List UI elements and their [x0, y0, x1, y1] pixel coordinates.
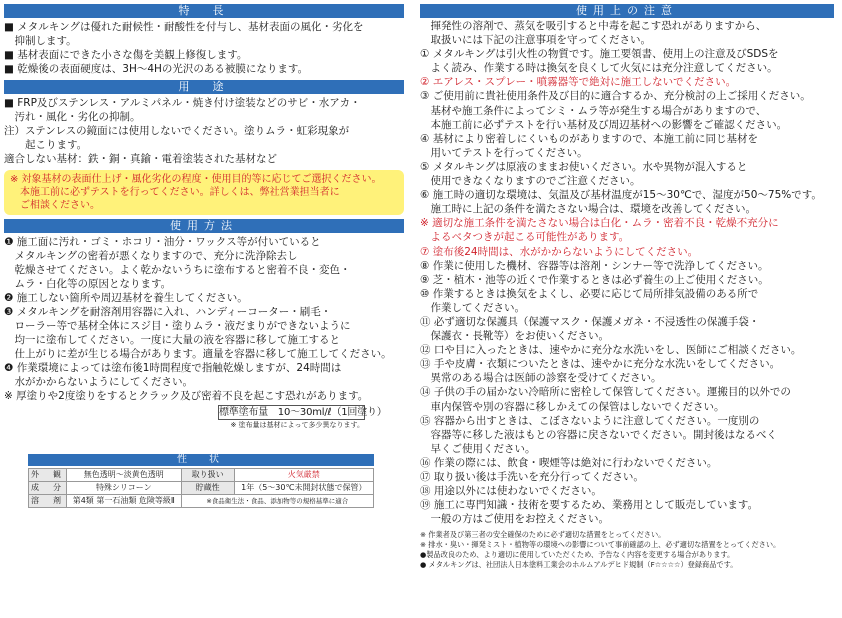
footnotes-section: [420, 530, 834, 570]
precaution-line: ⑤ メタルキングは原液のままお使いください。水や異物が混入すると: [420, 160, 748, 173]
precaution-line: ⑲ 施工に専門知識・技術を要するため、業務用として販売しています。: [420, 499, 759, 512]
use-line: ■ FRP及びステンレス・アルミパネル・焼き付け塗装などのサビ・水アカ・: [4, 97, 361, 109]
precautions-section: [420, 19, 834, 526]
uses-section: [4, 96, 404, 166]
method-line: ローラー等で基材全体にスジ目・塗りムラ・液だまりができないように: [4, 320, 351, 332]
use-line: 適合しない基材：鉄・銅・真鍮・電着塗装された基材など: [4, 153, 277, 165]
precaution-line: ⑮ 容器から出すときは、こぼさないように注意してください。一度別の: [420, 414, 760, 427]
feature-line: 抑制します。: [4, 35, 77, 47]
precautions-header: 使用上の注意: [420, 4, 834, 18]
spec-value: 1年（5〜30℃未開封状態で保管）: [234, 482, 373, 495]
footnote-line: ●製品改良のため、より適切に使用していただくため、予告なく内容を変更する場合があります。: [420, 550, 735, 560]
spec-value: 特殊シリコーン: [67, 482, 182, 495]
precaution-line: ⑯ 作業の際には、飲食・喫煙等は絶対に行わないでください。: [420, 456, 718, 469]
method-line: 均一に塗布してください。一度に大量の液を容器に移して施工すると: [4, 334, 340, 346]
method-line: ムラ・白化等の原因となります。: [4, 278, 172, 290]
precaution-line: ⑬ 手や皮膚・衣類についたときは、速やかに充分な水洗いをしてください。: [420, 358, 781, 371]
notice-line: 本施工前に必ずテストを行ってください。詳しくは、弊社営業担当者に: [10, 187, 340, 198]
table-row: [29, 495, 374, 508]
spec-table: [28, 468, 374, 508]
coverage-note: ※ 塗布量は基材によって多少異なります。: [230, 421, 364, 429]
right-column: [420, 4, 834, 570]
precaution-line: ⑧ 作業に使用した機材、容器等は溶剤・シンナー等で洗浄してください。: [420, 259, 769, 272]
uses-header: 用 途: [4, 80, 404, 94]
precaution-line: ④ 基材により密着しにくいものがありますので、本施工前に同じ基材を: [420, 132, 759, 145]
spec-label: 溶 剤: [29, 495, 67, 508]
spec-label: 取り扱い: [181, 469, 234, 482]
precaution-line: よるベタつきが起こる可能性があります。: [420, 231, 630, 244]
coverage-box: 標準塗布量 10〜30ml/ℓ（1回塗り）: [219, 407, 387, 418]
precaution-line: ⑥ 施工時の適切な環境は、気温及び基材温度が15〜30℃で、湿度が50〜75%です。: [420, 189, 822, 202]
notice-box: [4, 170, 404, 215]
precaution-line: 本施工前に必ずテストを行い基材及び周辺基材への影響をご確認ください。: [420, 118, 788, 131]
feature-line: ■ 乾燥後の表面硬度は、3H〜4Hの光沢のある被膜になります。: [4, 63, 309, 75]
precaution-line: ① メタルキングは引火性の物質です。施工要領書、使用上の注意及びSDSを: [420, 48, 779, 61]
left-column: [4, 4, 404, 508]
precaution-line: ⑫ 口や目に入ったときは、速やかに充分な水洗いをし、医師にご相談ください。: [420, 344, 802, 357]
notice-line: ご相談ください。: [10, 200, 100, 211]
method-line: ❷ 施工しない箇所や周辺基材を養生してください。: [4, 292, 248, 304]
precaution-line: 取扱いには下記の注意事項を守ってください。: [420, 34, 651, 47]
precaution-line: よく読み、作業する時は換気を良くして火気には充分注意してください。: [420, 62, 778, 75]
footnote-line: ● メタルキングは、社団法人日本塗料工業会のホルムアルデヒド規制（F☆☆☆☆）登録商品です。: [420, 560, 738, 570]
precaution-line: 作業してください。: [420, 301, 525, 314]
footnote-line: ※ 排水・臭い・揮発ミスト・植物等の環境への影響について事前確認の上、必ず適切な措置をとってください。: [420, 540, 781, 550]
use-line: 汚れ・風化・劣化の抑制。: [4, 111, 141, 123]
method-line: ❶ 施工面に汚れ・ゴミ・ホコリ・油分・ワックス等が付いていると: [4, 236, 321, 248]
feature-line: ■ メタルキングは優れた耐候性・耐酸性を付与し、基材表面の風化・劣化を: [4, 21, 364, 33]
precaution-line: ⑱ 用途以外には使わないでください。: [420, 485, 602, 498]
precaution-line: ⑰ 取り扱い後は手洗いを充分行ってください。: [420, 471, 644, 483]
method-line: 仕上がりに差が生じる場合があります。適量を容器に移して施工してください。: [4, 348, 392, 360]
precaution-line: 施工時に上記の条件を満たさない場合は、環境を改善してください。: [420, 203, 756, 216]
method-line: 水がかからないようにしてください。: [4, 376, 193, 388]
precaution-line: ⑦ 塗布後24時間は、水がかからないようにしてください。: [420, 245, 699, 258]
notice-line: ※ 対象基材の表面仕上げ・風化劣化の程度・使用目的等に応じてご選択ください。: [10, 174, 382, 185]
method-line: ❸ メタルキングを耐溶剤用容器に入れ、ハンディーコーター・刷毛・: [4, 306, 332, 318]
precaution-line: 基材や施工条件によってシミ・ムラ等が発生する場合がありますので、: [420, 104, 767, 117]
precaution-line: ③ ご使用前に貴社使用条件及び目的に適合するか、充分検討の上ご採用ください。: [420, 90, 811, 103]
precaution-line: ⑭ 子供の手の届かない冷暗所に密栓して保管してください。運搬目的以外での: [420, 386, 791, 399]
features-section: [4, 20, 404, 76]
precaution-line: 一般の方はご使用をお控えください。: [420, 513, 609, 526]
method-line: ❹ 作業環境によっては塗布後1時間程度で指触乾燥しますが、24時間は: [4, 362, 342, 374]
precaution-line: 保護衣・長靴等）をお使いください。: [420, 330, 609, 343]
spec-label: 外 観: [29, 469, 67, 482]
table-row: [29, 469, 374, 482]
spec-value: 無色透明〜淡黄色透明: [67, 469, 182, 482]
spec-value: 火気厳禁: [234, 469, 373, 482]
use-line: 注）ステンレスの鏡面には使用しないでください。塗りムラ・虹彩現象が: [4, 125, 350, 137]
precaution-line: 用いてテストを行ってください。: [420, 146, 588, 159]
method-line: 乾燥させてください。よく乾かないうちに塗布すると密着不良・変色・: [4, 264, 351, 276]
precaution-line: ※ 適切な施工条件を満たさない場合は白化・ムラ・密着不良・乾燥不充分に: [420, 217, 779, 230]
method-line: メタルキングの密着が悪くなりますので、充分に洗浄除去し: [4, 250, 298, 262]
precaution-line: ⑩ 作業するときは換気をよくし、必要に応じて局所排気設備のある所で: [420, 287, 759, 300]
precaution-line: 揮発性の溶剤で、蒸気を吸引すると中毒を起こす恐れがありますから、: [420, 20, 767, 32]
table-row: [29, 482, 374, 495]
precaution-line: 車内保管や別の容器に移しかえての保管はしないでください。: [420, 400, 725, 413]
use-line: 起こります。: [4, 139, 88, 151]
method-header: 使用方法: [4, 219, 404, 233]
spec-header: 性 状: [28, 454, 374, 466]
precaution-line: 早くご使用ください。: [420, 442, 536, 455]
spec-label: 成 分: [29, 482, 67, 495]
spec-value: 第4類 第一石油類 危険等級Ⅱ: [67, 495, 182, 508]
precaution-line: ② エアレス・スプレー・噴霧器等で絶対に施工しないでください。: [420, 76, 737, 89]
method-line: ※ 厚塗りや2度塗りをするとクラック及び密着不良を起こす恐れがあります。: [4, 390, 369, 402]
precaution-line: 容器等に移した液はもとの容器に戻さないでください。開封後はなるべく: [420, 428, 777, 441]
precaution-line: ⑪ 必ず適切な保護具（保護マスク・保護メガネ・不浸透性の保護手袋・: [420, 315, 760, 328]
footnote-line: ※ 作業者及び第三者の安全確保のために必ず適切な措置をとってください。: [420, 530, 666, 540]
method-section: [4, 235, 404, 403]
precaution-line: ⑨ 芝・植木・池等の近くで作業するときは必ず養生の上ご使用ください。: [420, 273, 769, 286]
feature-line: ■ 基材表面にできた小さな傷を美観上修復します。: [4, 49, 248, 61]
spec-value: ※食品衛生法・食品、添加物等の規格基準に適合: [181, 495, 373, 508]
spec-label: 貯蔵性: [181, 482, 234, 495]
precaution-line: 使用できなくなりますのでご注意ください。: [420, 175, 641, 188]
precaution-line: 異常のある場合は医師の診察を受けてください。: [420, 372, 662, 385]
features-header: 特 長: [4, 4, 404, 18]
